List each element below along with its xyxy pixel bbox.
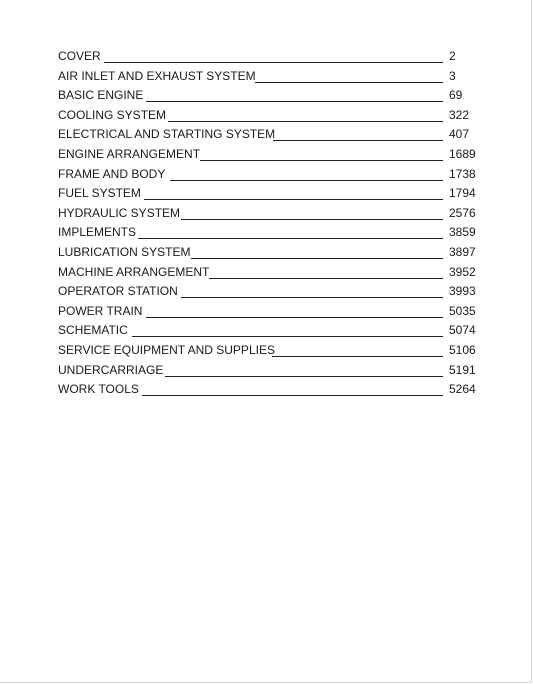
toc-leader-line [255, 82, 443, 83]
toc-leader-line [272, 356, 443, 357]
toc-entry[interactable] [58, 342, 488, 362]
toc-leader-line [146, 101, 443, 102]
toc-entry-title: AIR INLET AND EXHAUST SYSTEM [58, 68, 256, 83]
toc-entry-page-number: 3 [449, 68, 456, 83]
toc-entry-page-number: 1689 [449, 146, 476, 161]
toc-entry-title: SERVICE EQUIPMENT AND SUPPLIES [58, 342, 275, 357]
toc-entry[interactable] [58, 283, 488, 303]
toc-entry-page-number: 5035 [449, 303, 476, 318]
toc-entry[interactable] [58, 205, 488, 225]
toc-entry-page-number: 1738 [449, 166, 476, 181]
toc-entry-title: LUBRICATION SYSTEM [58, 244, 191, 259]
toc-entry-page-number: 3859 [449, 225, 476, 240]
toc-entry-page-number: 5074 [449, 323, 476, 338]
toc-entry-page-number: 3897 [449, 244, 476, 259]
toc-entry-page-number: 3952 [449, 264, 476, 279]
toc-leader-line [273, 140, 443, 141]
toc-entry-page-number: 2576 [449, 205, 476, 220]
toc-entry-page-number: 5106 [449, 342, 476, 357]
toc-leader-line [191, 258, 443, 259]
toc-entry-title: COOLING SYSTEM [58, 107, 167, 122]
toc-entry[interactable] [58, 244, 488, 264]
toc-entry-page-number: 5191 [449, 362, 476, 377]
toc-entry[interactable] [58, 126, 488, 146]
toc-entry[interactable] [58, 185, 488, 205]
toc-entry-title: SCHEMATIC [58, 323, 128, 338]
table-of-contents [58, 48, 488, 401]
toc-leader-line [170, 180, 443, 181]
toc-entry-title: UNDERCARRIAGE [58, 362, 164, 377]
toc-entry[interactable] [58, 381, 488, 401]
toc-entry[interactable] [58, 107, 488, 127]
toc-leader-line [181, 297, 443, 298]
toc-entry[interactable] [58, 264, 488, 284]
toc-entry-title: WORK TOOLS [58, 382, 139, 397]
toc-entry[interactable] [58, 362, 488, 382]
toc-entry-page-number: 1794 [449, 186, 476, 201]
toc-entry-title: HYDRAULIC SYSTEM [58, 205, 181, 220]
toc-entry-page-number: 5264 [449, 382, 476, 397]
toc-entry[interactable] [58, 87, 488, 107]
toc-entry-page-number: 322 [449, 107, 470, 122]
toc-entry-page-number: 2 [449, 49, 456, 63]
toc-entry-title: OPERATOR STATION [58, 284, 178, 299]
toc-entry-title: BASIC ENGINE [58, 88, 144, 103]
toc-leader-line [146, 317, 443, 318]
toc-leader-line [209, 278, 443, 279]
toc-entry-title: COVER [58, 49, 101, 63]
toc-leader-line [142, 395, 443, 396]
toc-entry-page-number: 407 [449, 127, 470, 142]
toc-leader-line [168, 121, 443, 122]
toc-leader-line [200, 160, 443, 161]
toc-entry[interactable] [58, 322, 488, 342]
toc-leader-line [132, 336, 443, 337]
toc-entry[interactable] [58, 68, 488, 88]
toc-entry-title: FUEL SYSTEM [58, 186, 141, 201]
toc-leader-line [104, 62, 443, 63]
toc-leader-line [138, 238, 443, 239]
toc-entry-page-number: 3993 [449, 284, 476, 299]
toc-leader-line [144, 199, 443, 200]
toc-entry-title: MACHINE ARRANGEMENT [58, 264, 210, 279]
toc-leader-line [165, 376, 443, 377]
toc-entry[interactable] [58, 146, 488, 166]
toc-entry-title: FRAME AND BODY [58, 166, 166, 181]
toc-entry-title: IMPLEMENTS [58, 225, 137, 240]
toc-entry[interactable] [58, 303, 488, 323]
toc-entry[interactable] [58, 48, 488, 68]
toc-entry-title: ELECTRICAL AND STARTING SYSTEM [58, 127, 276, 142]
toc-leader-line [181, 219, 443, 220]
toc-entry-title: ENGINE ARRANGEMENT [58, 146, 201, 161]
toc-entry-page-number: 69 [449, 88, 463, 103]
toc-entry[interactable] [58, 166, 488, 186]
toc-entry[interactable] [58, 224, 488, 244]
toc-entry-title: POWER TRAIN [58, 303, 143, 318]
